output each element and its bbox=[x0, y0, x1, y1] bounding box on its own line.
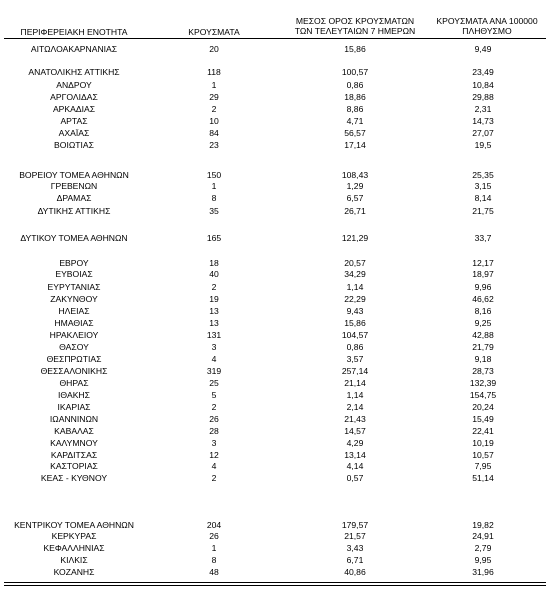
table-cell-per100k: 20,24 bbox=[472, 402, 494, 412]
table-cell-per100k: 28,73 bbox=[472, 366, 494, 376]
table-cell-cases: 4 bbox=[211, 461, 217, 471]
table-cell-avg7: 100,57 bbox=[341, 67, 369, 77]
table-cell-avg7: 56,57 bbox=[344, 128, 366, 138]
table-cell-avg7: 13,14 bbox=[344, 450, 366, 460]
table-cell-per100k: 7,95 bbox=[474, 461, 492, 471]
table-cell-cases: 19 bbox=[209, 294, 219, 304]
table-cell-avg7: 9,43 bbox=[346, 306, 364, 316]
table-cell-cases: 2 bbox=[211, 282, 217, 292]
table-cell-region: ΚΕΝΤΡΙΚΟΥ ΤΟΜΕΑ ΑΘΗΝΩΝ bbox=[14, 520, 134, 530]
table-cell-cases: 2 bbox=[211, 104, 217, 114]
table-cell-avg7: 2,14 bbox=[346, 402, 364, 412]
table-cell-region: ΓΡΕΒΕΝΩΝ bbox=[50, 181, 98, 191]
table-cell-cases: 23 bbox=[209, 140, 219, 150]
table-cell-per100k: 51,14 bbox=[472, 473, 494, 483]
table-cell-region: ΔΡΑΜΑΣ bbox=[56, 193, 92, 203]
table-cell-avg7: 4,29 bbox=[346, 438, 364, 448]
table-cell-per100k: 9,95 bbox=[474, 555, 492, 565]
table-cell-cases: 2 bbox=[211, 402, 217, 412]
bottom-divider bbox=[4, 582, 546, 583]
table-cell-per100k: 22,41 bbox=[472, 426, 494, 436]
table-cell-region: ΔΥΤΙΚΗΣ ΑΤΤΙΚΗΣ bbox=[37, 206, 111, 216]
table-cell-per100k: 18,97 bbox=[472, 269, 494, 279]
table-cell-avg7: 4,71 bbox=[346, 116, 364, 126]
table-cell-avg7: 0,86 bbox=[346, 80, 364, 90]
table-cell-per100k: 9,96 bbox=[474, 282, 492, 292]
table-cell-cases: 131 bbox=[206, 330, 222, 340]
table-cell-region: ΕΥΒΟΙΑΣ bbox=[55, 269, 93, 279]
table-cell-avg7: 40,86 bbox=[344, 567, 366, 577]
table-cell-avg7: 121,29 bbox=[341, 233, 369, 243]
table-cell-cases: 26 bbox=[209, 531, 219, 541]
table-cell-cases: 18 bbox=[209, 258, 219, 268]
table-cell-region: ΚΑΒΑΛΑΣ bbox=[54, 426, 94, 436]
table-cell-cases: 4 bbox=[211, 354, 217, 364]
table-cell-cases: 12 bbox=[209, 450, 219, 460]
table-cell-region: ΚΑΣΤΟΡΙΑΣ bbox=[50, 461, 98, 471]
bottom-divider-double bbox=[4, 585, 546, 586]
table-cell-cases: 10 bbox=[209, 116, 219, 126]
table-cell-cases: 1 bbox=[211, 181, 217, 191]
table-cell-cases: 5 bbox=[211, 390, 217, 400]
table-cell-region: ΚΑΛΥΜΝΟΥ bbox=[50, 438, 98, 448]
table-cell-cases: 204 bbox=[206, 520, 222, 530]
table-cell-per100k: 8,14 bbox=[474, 193, 492, 203]
table-cell-cases: 8 bbox=[211, 193, 217, 203]
table-cell-per100k: 24,91 bbox=[472, 531, 494, 541]
header-region-label: ΠΕΡΙΦΕΡΕΙΑΚΗ ΕΝΟΤΗΤΑ bbox=[20, 27, 128, 37]
table-cell-per100k: 12,17 bbox=[472, 258, 494, 268]
table-cell-cases: 319 bbox=[206, 366, 222, 376]
table-cell-per100k: 46,62 bbox=[472, 294, 494, 304]
table-cell-region: ΑΡΚΑΔΙΑΣ bbox=[52, 104, 96, 114]
table-cell-per100k: 132,39 bbox=[469, 378, 497, 388]
table-cell-per100k: 25,35 bbox=[472, 170, 494, 180]
table-cell-avg7: 18,86 bbox=[344, 92, 366, 102]
table-cell-region: ΙΚΑΡΙΑΣ bbox=[57, 402, 91, 412]
table-cell-region: ΗΜΑΘΙΑΣ bbox=[54, 318, 94, 328]
table-cell-avg7: 6,57 bbox=[346, 193, 364, 203]
table-cell-cases: 165 bbox=[206, 233, 222, 243]
table-cell-per100k: 10,57 bbox=[472, 450, 494, 460]
table-cell-per100k: 21,79 bbox=[472, 342, 494, 352]
table-cell-cases: 8 bbox=[211, 555, 217, 565]
table-cell-per100k: 10,19 bbox=[472, 438, 494, 448]
table-cell-avg7: 17,14 bbox=[344, 140, 366, 150]
table-cell-per100k: 21,75 bbox=[472, 206, 494, 216]
table-cell-avg7: 0,86 bbox=[346, 342, 364, 352]
table-cell-per100k: 154,75 bbox=[469, 390, 497, 400]
table-cell-region: ΕΥΡΥΤΑΝΙΑΣ bbox=[47, 282, 101, 292]
table-cell-avg7: 21,43 bbox=[344, 414, 366, 424]
table-cell-cases: 1 bbox=[211, 80, 217, 90]
table-cell-avg7: 15,86 bbox=[344, 44, 366, 54]
table-cell-avg7: 3,57 bbox=[346, 354, 364, 364]
table-cell-region: ΗΛΕΙΑΣ bbox=[58, 306, 90, 316]
table-cell-per100k: 19,5 bbox=[474, 140, 492, 150]
header-cases bbox=[174, 27, 254, 37]
table-cell-avg7: 6,71 bbox=[346, 555, 364, 565]
table-cell-region: ΑΡΤΑΣ bbox=[60, 116, 88, 126]
header-divider bbox=[4, 38, 546, 39]
table-cell-cases: 25 bbox=[209, 378, 219, 388]
table-cell-per100k: 9,49 bbox=[474, 44, 492, 54]
table-cell-per100k: 14,73 bbox=[472, 116, 494, 126]
table-cell-cases: 48 bbox=[209, 567, 219, 577]
table-cell-per100k: 33,7 bbox=[474, 233, 492, 243]
header-region bbox=[4, 27, 144, 37]
table-cell-region: ΑΝΔΡΟΥ bbox=[56, 80, 92, 90]
table-cell-region: ΕΒΡΟΥ bbox=[59, 258, 89, 268]
table-cell-region: ΑΡΓΟΛΙΔΑΣ bbox=[50, 92, 98, 102]
table-cell-cases: 84 bbox=[209, 128, 219, 138]
table-cell-per100k: 31,96 bbox=[472, 567, 494, 577]
table-cell-avg7: 104,57 bbox=[341, 330, 369, 340]
table-cell-cases: 150 bbox=[206, 170, 222, 180]
table-cell-per100k: 2,31 bbox=[474, 104, 492, 114]
table-cell-cases: 118 bbox=[207, 67, 221, 77]
header-avg7 bbox=[280, 16, 430, 36]
table-cell-region: ΘΗΡΑΣ bbox=[59, 378, 89, 388]
table-cell-avg7: 1,14 bbox=[346, 390, 364, 400]
table-cell-region: ΘΕΣΣΑΛΟΝΙΚΗΣ bbox=[40, 366, 108, 376]
table-cell-region: ΙΘΑΚΗΣ bbox=[58, 390, 90, 400]
table-cell-region: ΘΑΣΟΥ bbox=[59, 342, 89, 352]
table-cell-per100k: 9,25 bbox=[474, 318, 492, 328]
header-per100k-line2: ΠΛΗΘΥΣΜΟ bbox=[462, 26, 512, 36]
table-cell-cases: 2 bbox=[211, 473, 217, 483]
table-cell-cases: 13 bbox=[209, 318, 219, 328]
table-cell-cases: 40 bbox=[209, 269, 219, 279]
table-cell-cases: 13 bbox=[209, 306, 219, 316]
table-cell-avg7: 21,14 bbox=[344, 378, 366, 388]
table-cell-per100k: 23,49 bbox=[472, 67, 494, 77]
table-cell-avg7: 15,86 bbox=[344, 318, 366, 328]
table-cell-avg7: 4,14 bbox=[346, 461, 364, 471]
table-cell-region: ΘΕΣΠΡΩΤΙΑΣ bbox=[46, 354, 102, 364]
table-cell-avg7: 22,29 bbox=[344, 294, 366, 304]
table-cell-avg7: 1,14 bbox=[346, 282, 364, 292]
table-cell-region: ΚΕΡΚΥΡΑΣ bbox=[51, 531, 97, 541]
table-cell-region: ΙΩΑΝΝΙΝΩΝ bbox=[49, 414, 99, 424]
table-cell-cases: 1 bbox=[211, 543, 217, 553]
table-cell-per100k: 9,18 bbox=[474, 354, 492, 364]
table-cell-cases: 29 bbox=[209, 92, 219, 102]
table-cell-avg7: 1,29 bbox=[346, 181, 364, 191]
table-cell-avg7: 8,86 bbox=[346, 104, 364, 114]
header-per100k-line1: ΚΡΟΥΣΜΑΤΑ ΑΝΑ 100000 bbox=[436, 16, 538, 26]
table-cell-avg7: 20,57 bbox=[344, 258, 366, 268]
table-cell-region: ΒΟΙΩΤΙΑΣ bbox=[54, 140, 94, 150]
header-cases-label: ΚΡΟΥΣΜΑΤΑ bbox=[188, 27, 240, 37]
table-cell-per100k: 10,84 bbox=[472, 80, 494, 90]
table-cell-avg7: 34,29 bbox=[344, 269, 366, 279]
table-cell-region: ΚΑΡΔΙΤΣΑΣ bbox=[50, 450, 98, 460]
table-cell-avg7: 108,43 bbox=[341, 170, 369, 180]
table-cell-avg7: 179,57 bbox=[341, 520, 369, 530]
table-cell-region: ΚΕΦΑΛΛΗΝΙΑΣ bbox=[43, 543, 105, 553]
table-cell-region: ΒΟΡΕΙΟΥ ΤΟΜΕΑ ΑΘΗΝΩΝ bbox=[19, 170, 129, 180]
table-cell-cases: 28 bbox=[209, 426, 219, 436]
table-cell-region: ΚΕΑΣ - ΚΥΘΝΟΥ bbox=[40, 473, 108, 483]
table-cell-per100k: 15,49 bbox=[472, 414, 494, 424]
table-cell-avg7: 26,71 bbox=[344, 206, 366, 216]
table-cell-region: ΑΙΤΩΛΟΑΚΑΡΝΑΝΙΑΣ bbox=[30, 44, 118, 54]
table-cell-region: ΑΧΑΪΑΣ bbox=[58, 128, 90, 138]
table-cell-cases: 3 bbox=[211, 438, 217, 448]
table-cell-region: ΑΝΑΤΟΛΙΚΗΣ ΑΤΤΙΚΗΣ bbox=[28, 67, 120, 77]
table-cell-region: ΖΑΚΥΝΘΟΥ bbox=[50, 294, 98, 304]
header-avg7-line1: ΜΕΣΟΣ ΟΡΟΣ ΚΡΟΥΣΜΑΤΩΝ bbox=[295, 16, 415, 26]
table-cell-cases: 3 bbox=[211, 342, 217, 352]
table-cell-per100k: 42,88 bbox=[472, 330, 494, 340]
table-cell-avg7: 257,14 bbox=[341, 366, 369, 376]
table-cell-avg7: 14,57 bbox=[344, 426, 366, 436]
table-cell-region: ΔΥΤΙΚΟΥ ΤΟΜΕΑ ΑΘΗΝΩΝ bbox=[20, 233, 128, 243]
table-cell-per100k: 3,15 bbox=[474, 181, 492, 191]
header-per100k bbox=[420, 16, 549, 36]
table-cell-per100k: 29,88 bbox=[472, 92, 494, 102]
table-cell-per100k: 19,82 bbox=[472, 520, 494, 530]
header-avg7-line2: ΤΩΝ ΤΕΛΕΥΤΑΙΩΝ 7 ΗΜΕΡΩΝ bbox=[294, 26, 416, 36]
table-cell-cases: 20 bbox=[209, 44, 219, 54]
table-cell-region: ΗΡΑΚΛΕΙΟΥ bbox=[49, 330, 99, 340]
table-cell-avg7: 3,43 bbox=[346, 543, 364, 553]
table-cell-cases: 26 bbox=[209, 414, 219, 424]
table-cell-per100k: 27,07 bbox=[472, 128, 494, 138]
table-cell-region: ΚΙΛΚΙΣ bbox=[60, 555, 88, 565]
table-cell-cases: 35 bbox=[209, 206, 219, 216]
table-cell-region: ΚΟΖΑΝΗΣ bbox=[53, 567, 95, 577]
table-cell-avg7: 0,57 bbox=[346, 473, 364, 483]
table-cell-per100k: 2,79 bbox=[474, 543, 492, 553]
table-cell-avg7: 21,57 bbox=[344, 531, 366, 541]
table-cell-per100k: 8,16 bbox=[474, 306, 492, 316]
